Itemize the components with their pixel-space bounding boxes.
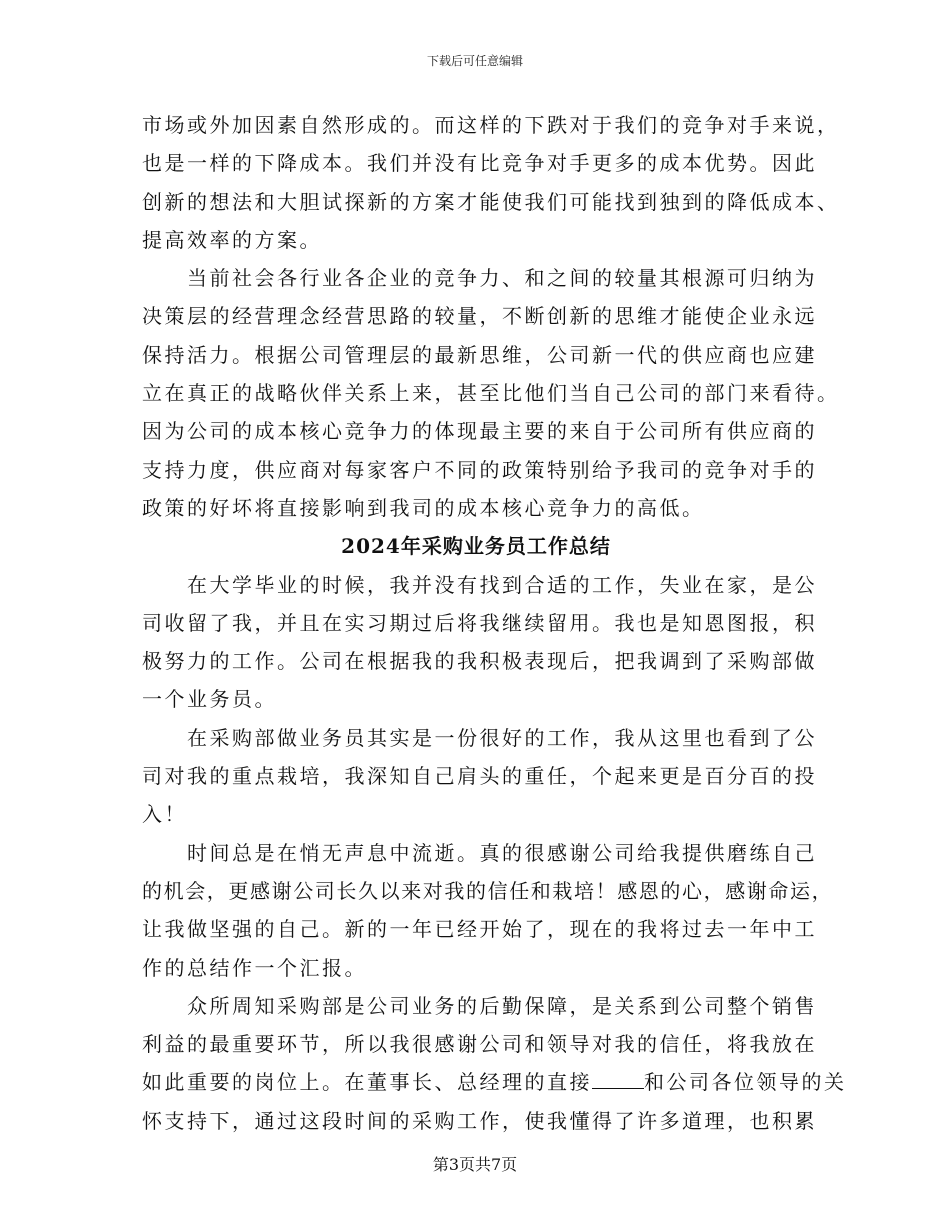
fill-in-blank (592, 1070, 644, 1089)
text-line: 在采购部做业务员其实是一份很好的工作，我从这里也看到了公 (187, 725, 817, 750)
paragraph-3 (142, 566, 817, 719)
page-footer: 第3页共7页 (432, 1155, 518, 1174)
text-line: 在大学毕业的时候，我并没有找到合适的工作，失业在家，是公 (187, 572, 817, 597)
text-line: 因为公司的成本核心竞争力的体现最主要的来自于公司所有供应商的 (142, 419, 817, 444)
text-line (142, 1063, 847, 1101)
document-body (142, 106, 847, 1140)
text-segment: 如此重要的岗位上。在董事长、总经理的直接 (142, 1070, 592, 1095)
paragraph-4 (142, 719, 817, 834)
text-line: 创新的想法和大胆试探新的方案才能使我们可能找到独到的降低成本、 (142, 189, 840, 214)
text-line: 司收留了我，并且在实习期过后将我继续留用。我也是知恩图报，积 (142, 610, 817, 635)
page-header: 下载后可任意编辑 (426, 54, 523, 68)
paragraph-1 (142, 106, 840, 259)
text-line: 让我做坚强的自己。新的一年已经开始了，现在的我将过去一年中工 (142, 917, 817, 942)
text-line: 怀支持下，通过这段时间的采购工作，使我懂得了许多道理，也积累 (142, 1108, 817, 1133)
paragraph-5 (142, 834, 834, 987)
text-line: 提高效率的方案。 (142, 227, 322, 252)
text-line: 时间总是在悄无声息中流逝。真的很感谢公司给我提供磨练自己 (187, 840, 817, 865)
text-line: 支持力度，供应商对每家客户不同的政策特别给予我司的竞争对手的 (142, 457, 817, 482)
text-line: 保持活力。根据公司管理层的最新思维，公司新一代的供应商也应建 (142, 342, 817, 367)
text-line: 政策的好坏将直接影响到我司的成本核心竞争力的高低。 (142, 495, 705, 520)
text-line: 立在真正的战略伙伴关系上来，甚至比他们当自己公司的部门来看待。 (142, 381, 840, 406)
text-line: 众所周知采购部是公司业务的后勤保障，是关系到公司整个销售 (187, 993, 817, 1018)
text-segment: 和公司各位领导的关 (644, 1070, 847, 1095)
text-line: 利益的最重要环节，所以我很感谢公司和领导对我的信任，将我放在 (142, 1032, 817, 1057)
text-line: 作的总结作一个汇报。 (142, 955, 367, 980)
text-line: 入！ (142, 802, 187, 827)
text-line: 司对我的重点栽培，我深知自己肩头的重任，个起来更是百分百的投 (142, 764, 817, 789)
text-line: 市场或外加因素自然形成的。而这样的下跌对于我们的竞争对手来说， (142, 113, 840, 137)
paragraph-2 (142, 259, 840, 527)
text-line: 当前社会各行业各企业的竞争力、和之间的较量其根源可归纳为 (187, 266, 817, 291)
paragraph-6 (142, 987, 847, 1140)
text-line: 也是一样的下降成本。我们并没有比竞争对手更多的成本优势。因此 (142, 151, 817, 176)
text-line: 的机会，更感谢公司长久以来对我的信任和栽培！感恩的心，感谢命运， (142, 878, 834, 903)
text-line: 极努力的工作。公司在根据我的我积极表现后，把我调到了采购部做 (142, 649, 817, 674)
section-title: 2024年采购业务员工作总结 (341, 534, 611, 559)
text-line: 决策层的经营理念经营思路的较量，不断创新的思维才能使企业永远 (142, 304, 817, 329)
text-line: 一个业务员。 (142, 687, 277, 712)
